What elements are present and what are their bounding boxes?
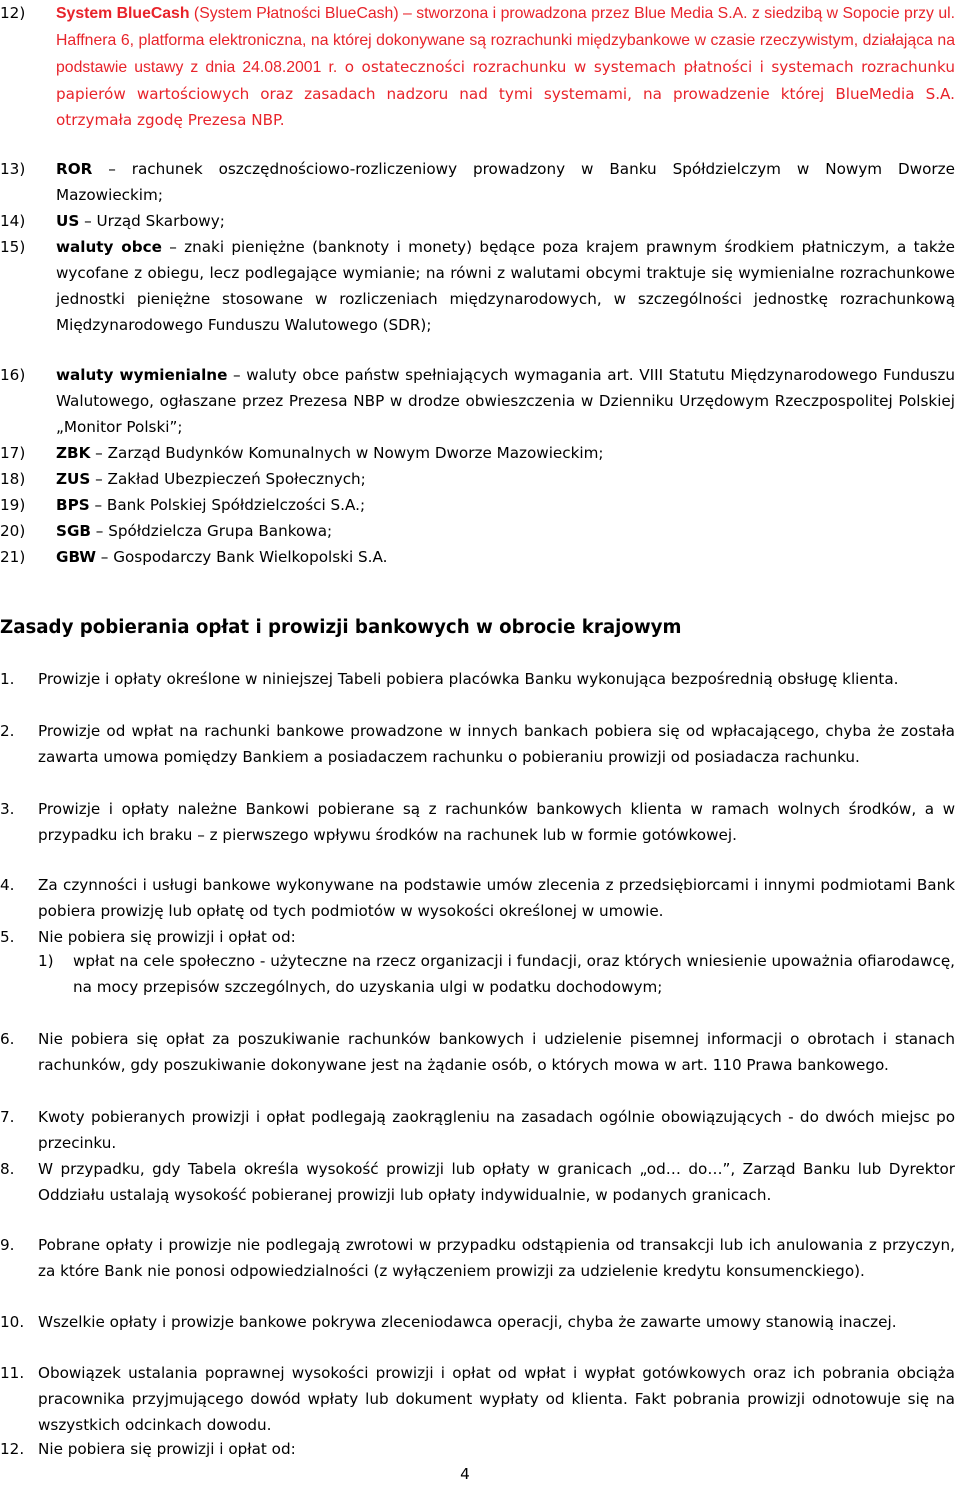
rule-number: 9. — [0, 1236, 15, 1254]
rule-number: 2. — [0, 722, 15, 740]
rule-text: Kwoty pobieranych prowizji i opłat podlegają zaokrągleniu na zasadach ogólnie obowiązujących - do dwóch miejsc po przecinku. — [38, 1108, 955, 1152]
rule-item — [0, 1436, 955, 1462]
definition-term: waluty obce — [56, 238, 162, 256]
rule-item — [0, 796, 955, 848]
rule-number: 8. — [0, 1160, 15, 1178]
definition-item — [0, 492, 955, 518]
rule-text: Prowizje i opłaty należne Bankowi pobierane są z rachunków bankowych klienta w ramach wolnych środków, a w przypadku ich braku – z pierwszego wpływu środków na rachunek lub w formie gotówkowej. — [38, 800, 955, 844]
definition-number: 18) — [0, 470, 26, 488]
definition-text: – znaki pieniężne (banknoty i monety) będące poza krajem prawnym środkiem płatniczym, a także wycofane z obiegu, lecz podlegające wymianie; na równi z walutami obcymi traktuje się wymienialne rozrachunkowe jednostki pieniężne stosowane w rozliczeniach międzynarodowych, w szczególności jednostkę rozrachunkową Międzynarodowego Funduszu Walutowego (SDR); — [56, 238, 955, 334]
rule-item — [0, 1026, 955, 1078]
definition-text: – rachunek oszczędnościowo-rozliczeniowy prowadzony w Banku Spółdzielczym w Nowym Dworze Mazowieckim; — [56, 160, 955, 204]
rule-subitem — [38, 948, 955, 1000]
definition-item — [0, 208, 955, 234]
definition-term: US — [56, 212, 80, 230]
rule-item — [0, 1360, 955, 1438]
definition-number: 16) — [0, 366, 26, 384]
rule-number: 7. — [0, 1108, 15, 1126]
rule-item — [0, 872, 955, 924]
rule-number: 1. — [0, 670, 15, 688]
definition-number: 13) — [0, 160, 26, 178]
rule-item — [0, 1156, 955, 1208]
page-number: 4 — [460, 1465, 470, 1483]
definition-term: ZUS — [56, 470, 91, 488]
rule-text: Pobrane opłaty i prowizje nie podlegają zwrotowi w przypadku odstąpienia od transakcji lub ich anulowania z przyczyn, za które Bank nie ponosi odpowiedzialności (z wyłączeniem prowizji za udzielenie kredytu konsumenckiego). — [38, 1236, 955, 1280]
subitem-text: wpłat na cele społeczno - użyteczne na rzecz organizacji i fundacji, oraz których wniesienie upoważnia ofiarodawcę, na mocy przepisów szczególnych, do uzyskania ulgi w podatku dochodowym; — [73, 952, 955, 996]
rule-item — [0, 1309, 955, 1335]
definition-text: – Bank Polskiej Spółdzielczości S.A.; — [89, 496, 366, 514]
definition-item — [0, 234, 955, 338]
rule-item — [0, 718, 955, 770]
definition-number: 15) — [0, 238, 26, 256]
definition-text: – waluty obce państw spełniających wymagania art. VIII Statutu Międzynarodowego Funduszu Walutowego, ogłaszane przez Prezesa NBP w drodze obwieszczenia w Dzienniku Urzędowym Rzeczpospolitej Polskiej „Monitor Polski”; — [56, 366, 955, 436]
rule-item — [0, 666, 955, 692]
definition-text: – Spółdzielcza Grupa Bankowa; — [90, 522, 333, 540]
definition-number: 12) — [0, 4, 26, 22]
rule-number: 10. — [0, 1313, 25, 1331]
definition-term: System BlueCash — [56, 5, 190, 22]
rule-text: Nie pobiera się prowizji i opłat od: — [38, 1440, 296, 1458]
rule-text: Prowizje i opłaty określone w niniejszej Tabeli pobiera placówka Banku wykonująca bezpośrednią obsługę klienta. — [38, 670, 899, 688]
definition-item — [0, 362, 955, 440]
definition-number: 14) — [0, 212, 26, 230]
subitem-number: 1) — [38, 952, 54, 970]
rule-text: Za czynności i usługi bankowe wykonywane na podstawie umów zlecenia z przedsiębiorcami i innymi podmiotami Bank pobiera prowizję lub opłatę od tych podmiotów w wysokości określonej w umowie. — [38, 876, 955, 920]
definition-text: – Urząd Skarbowy; — [79, 212, 225, 230]
rule-number: 11. — [0, 1364, 25, 1382]
rule-number: 6. — [0, 1030, 15, 1048]
definition-text-continued: o ostateczności rozrachunku w systemach płatności i systemach rozrachunku papierów wartościowych oraz zasadach nadzoru nad tymi systemami, na prowadzenie której BlueMedia S.A. otrzymała zgodę Prezesa NBP. — [56, 58, 955, 129]
rule-number: 5. — [0, 928, 15, 946]
definition-item — [0, 156, 955, 208]
rule-item — [0, 1104, 955, 1156]
definition-term: ROR — [56, 160, 93, 178]
definition-number: 17) — [0, 444, 26, 462]
rule-text: Wszelkie opłaty i prowizje bankowe pokrywa zleceniodawca operacji, chyba że zawarte umowy stanowią inaczej. — [38, 1313, 897, 1331]
rule-number: 12. — [0, 1440, 25, 1458]
definition-item — [0, 0, 955, 133]
rule-number: 4. — [0, 876, 15, 894]
definition-item — [0, 440, 955, 466]
definition-item — [0, 518, 955, 544]
rule-text: Prowizje od wpłat na rachunki bankowe prowadzone w innych bankach pobiera się od wpłacającego, chyba że została zawarta umowa pomiędzy Bankiem a posiadaczem rachunku o pobieraniu prowizji od posiadacza rachunku. — [38, 722, 955, 766]
definition-number: 21) — [0, 548, 26, 566]
section-heading: Zasady pobierania opłat i prowizji bankowych w obrocie krajowym — [0, 617, 682, 638]
rule-item — [0, 1232, 955, 1284]
definition-term: waluty wymienialne — [56, 366, 228, 384]
definition-number: 20) — [0, 522, 26, 540]
definition-term: SGB — [56, 522, 91, 540]
definition-item — [0, 466, 955, 492]
definition-text: – Gospodarczy Bank Wielkopolski S.A. — [95, 548, 388, 566]
rule-number: 3. — [0, 800, 15, 818]
definition-term: ZBK — [56, 444, 91, 462]
rule-text: Nie pobiera się opłat za poszukiwanie rachunków bankowych i udzielenie pisemnej informacji o obrotach i stanach rachunków, gdy poszukiwanie dokonywane jest na żądanie osób, o których mowa w art. 110 Prawa bankowego. — [38, 1030, 955, 1074]
definition-text: – Zarząd Budynków Komunalnych w Nowym Dworze Mazowieckim; — [90, 444, 604, 462]
definition-item — [0, 544, 955, 570]
definition-text: (System Płatności BlueCash) – stworzona i prowadzona przez Blue Media S.A. z siedzibą w Sopocie przy ul. Haffnera 6, platforma elektroniczna, na której dokonywane są rozrachunki międzybankowe w czasie rzeczywistym, działająca na podstawie ustawy z dnia 24.08.2001 r. — [56, 5, 955, 76]
definition-term: BPS — [56, 496, 90, 514]
definition-number: 19) — [0, 496, 26, 514]
rule-text: Nie pobiera się prowizji i opłat od: — [38, 928, 296, 946]
definition-text: – Zakład Ubezpieczeń Społecznych; — [90, 470, 366, 488]
definition-term: GBW — [56, 548, 96, 566]
rule-text: W przypadku, gdy Tabela określa wysokość prowizji lub opłaty w granicach „od… do…”, Zarząd Banku lub Dyrektor Oddziału ustalają wysokość pobieranej prowizji lub opłaty indywidualnie, w podanych granicach. — [38, 1160, 955, 1204]
rule-item — [0, 924, 955, 950]
rule-text: Obowiązek ustalania poprawnej wysokości prowizji i opłat od wpłat i wypłat gotówkowych oraz ich pobrania obciąża pracownika przyjmującego dowód wpłaty lub dokument wypłaty od klienta. Fakt pobrania prowizji odnotowuje się na wszystkich odcinkach dowodu. — [38, 1364, 955, 1434]
